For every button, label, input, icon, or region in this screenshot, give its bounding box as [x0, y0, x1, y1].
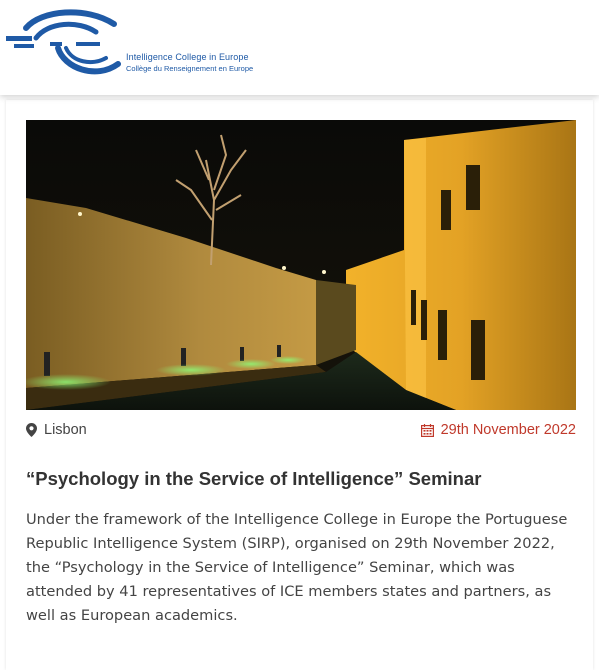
fortress-night-photo — [26, 120, 576, 410]
location-label: Lisbon — [44, 422, 87, 438]
article-date — [421, 422, 576, 438]
logo-text-fr: Collège du Renseignement en Europe — [126, 64, 254, 73]
date-label: 29th November 2022 — [440, 422, 576, 438]
ice-logo-icon — [6, 8, 124, 82]
article-meta — [26, 422, 576, 444]
article-title[interactable]: “Psychology in the Service of Intelligence” Seminar — [26, 468, 482, 489]
site-header — [0, 0, 599, 95]
hero-image[interactable] — [26, 120, 576, 410]
logo-text-en: Intelligence College in Europe — [126, 52, 249, 62]
news-card — [6, 100, 593, 670]
calendar-icon — [421, 424, 434, 437]
site-logo[interactable] — [6, 8, 254, 82]
map-pin-icon — [26, 423, 37, 437]
article-body: Under the framework of the Intelligence College in Europe the Portuguese Republic Intelligence System (SIRP), organised on 29th November 2022, the “Psychology in the Service of Intelligence” Seminar, which was attended by 41 representatives of ICE members states and partners, as well as European academics. — [26, 511, 568, 624]
article-location — [26, 422, 87, 438]
